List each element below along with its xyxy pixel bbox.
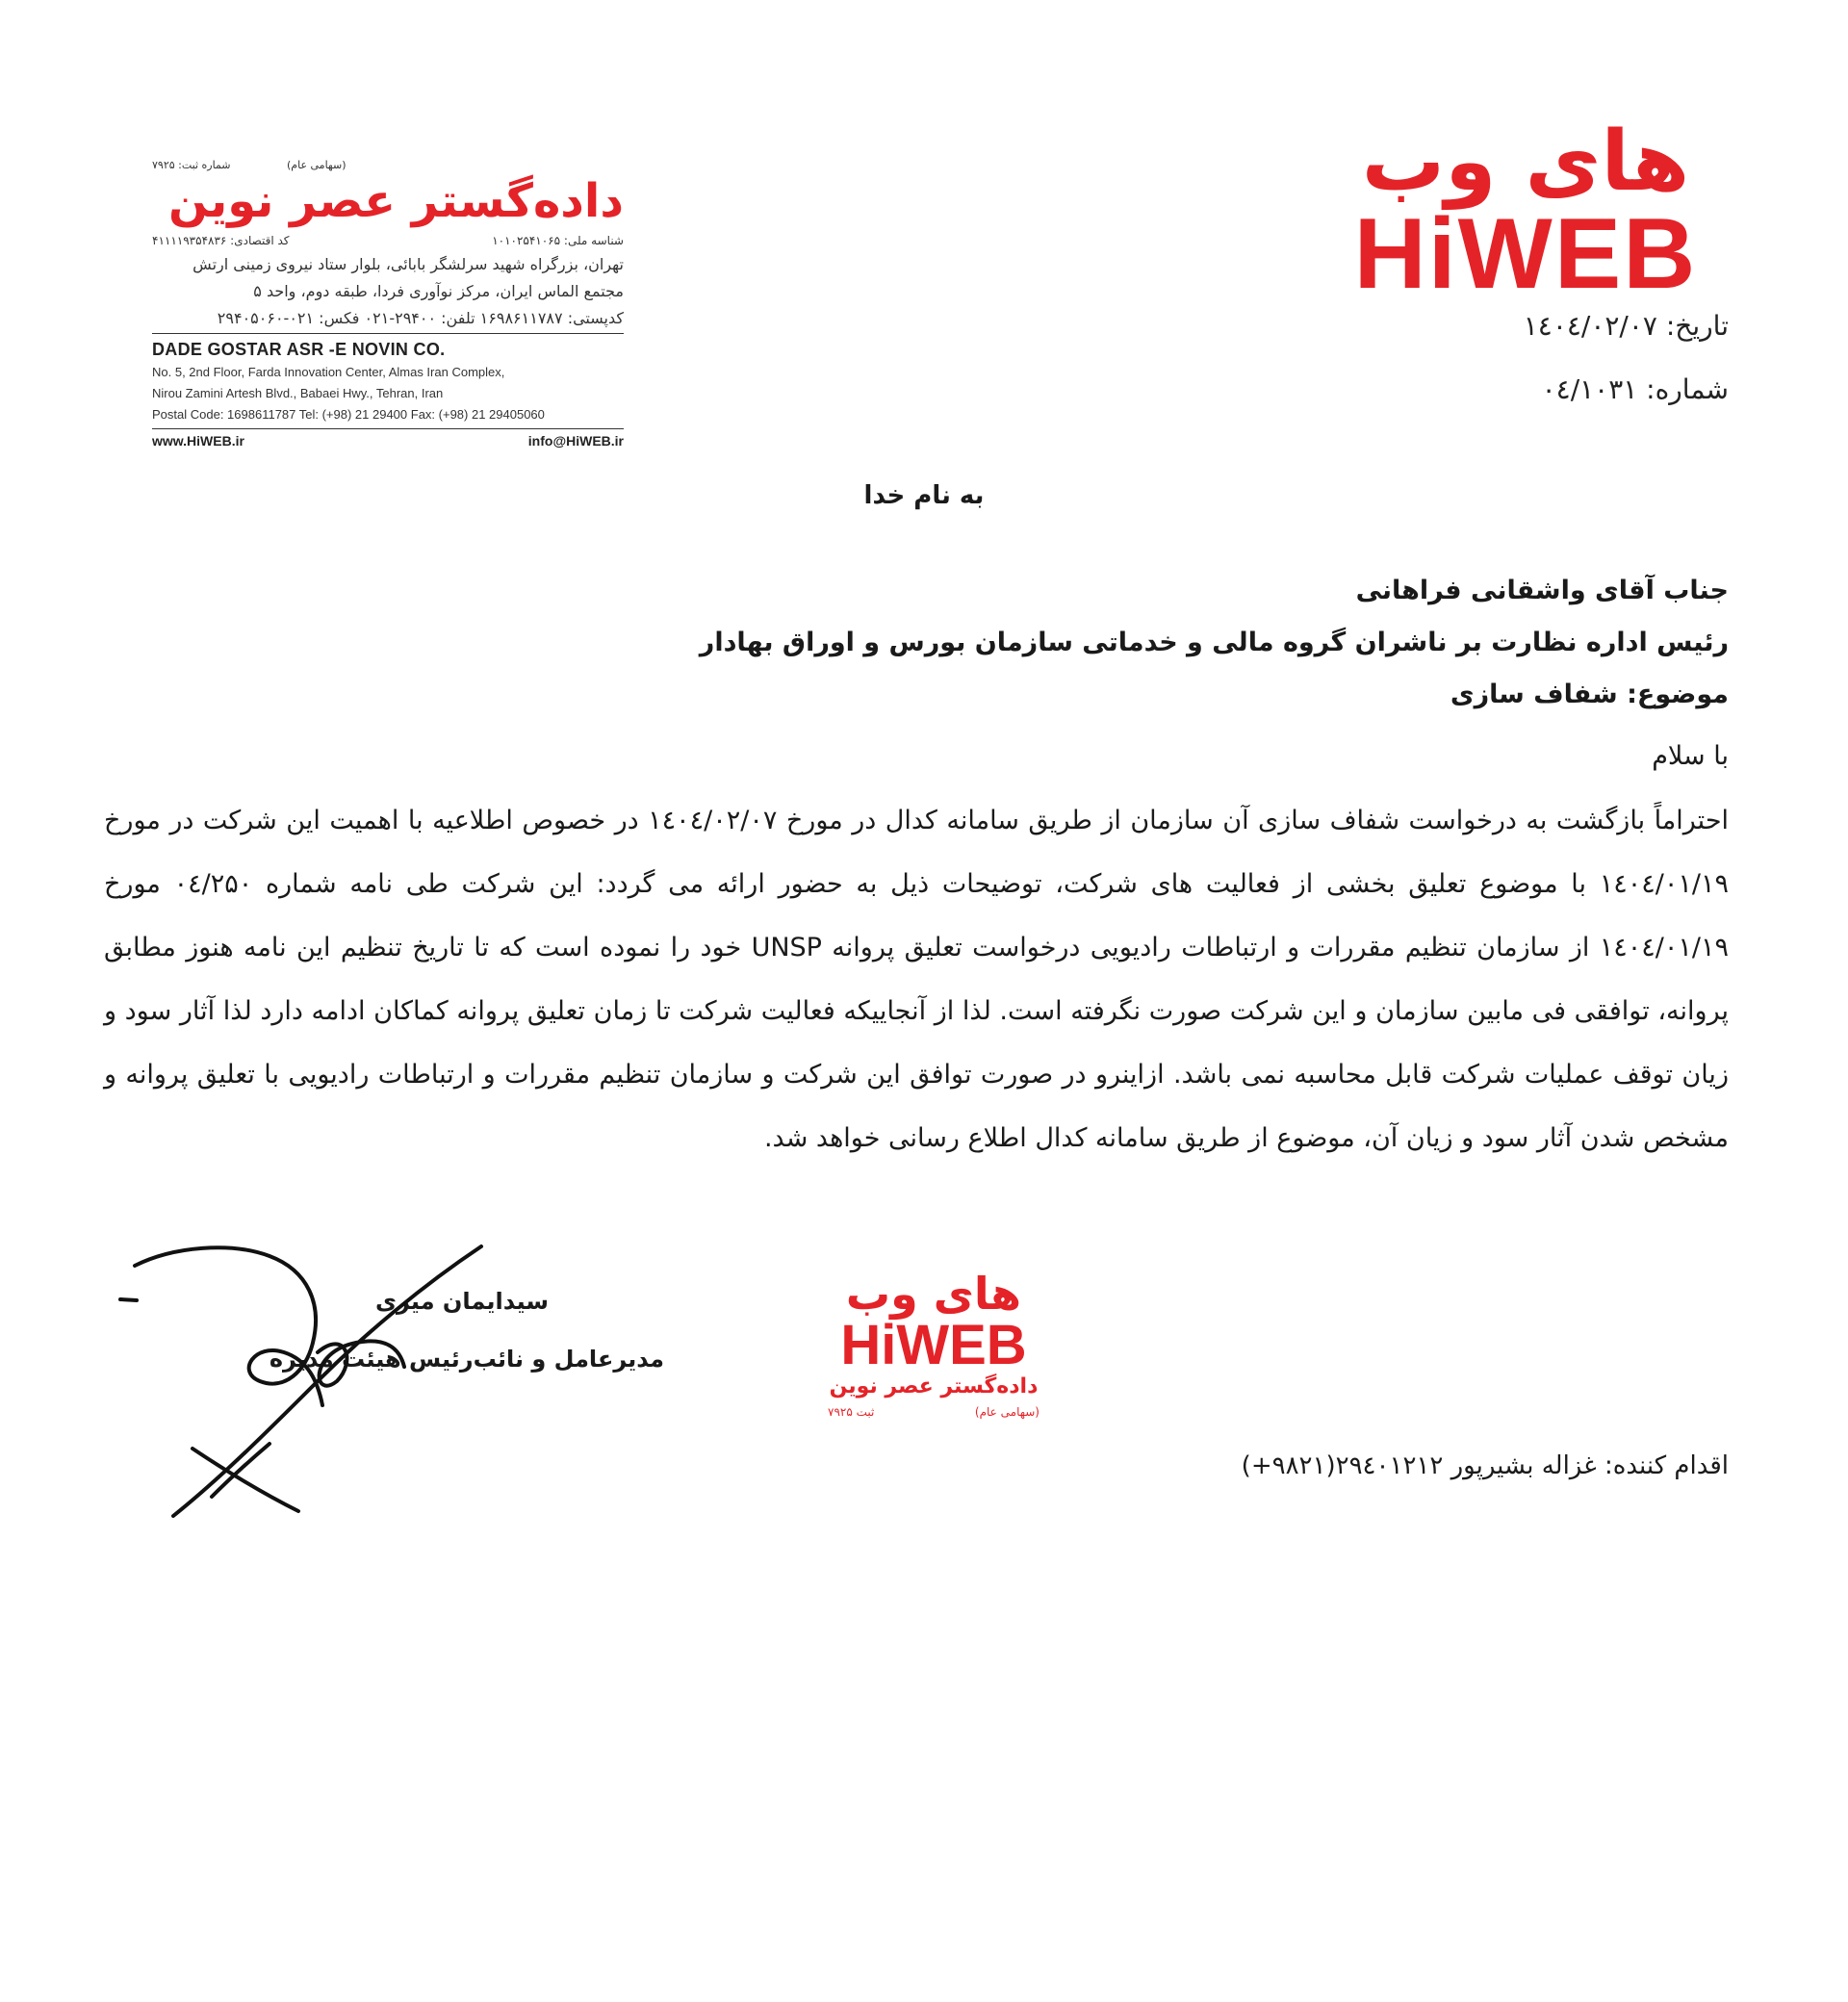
greeting: با سلام <box>1652 741 1729 771</box>
stamp-logo-en: HiWEB <box>840 1314 1027 1376</box>
company-letterhead <box>152 159 624 457</box>
economic-code: کد اقتصادی: ۴۱۱۱۱۹۳۵۴۸۳۶ <box>152 234 290 247</box>
company-name-en: DADE GOSTAR ASR -E NOVIN CO. <box>152 340 446 359</box>
stamp-logo-fa: های وب <box>845 1268 1022 1320</box>
hiweb-logo-en: HiWEB <box>1353 198 1698 310</box>
email: info@HiWEB.ir <box>527 433 624 449</box>
recipient-name: جناب آقای واشقانی فراهانی <box>1355 576 1729 605</box>
stamp-sub <box>818 1401 1049 1419</box>
website: www.HiWEB.ir <box>152 433 244 449</box>
registration-number: شماره ثبت: ۷۹۲۵ <box>152 159 231 171</box>
ids-row <box>152 234 624 251</box>
contact-line-fa: کدپستی: ۱۶۹۸۶۱۱۷۸۷ تلفن: ۲۹۴۰۰-۰۲۱ فکس: ۰۲۱-۲۹۴۰۵۰۶۰ <box>217 309 624 327</box>
company-type: (سهامی عام) <box>287 159 346 171</box>
signature-icon <box>116 1237 539 1526</box>
company-name-fa: داده‌گستر عصر نوین <box>168 174 624 228</box>
stamp-company-type: (سهامی عام) <box>974 1405 1040 1419</box>
header-divider <box>152 333 624 334</box>
hiweb-logo <box>1348 114 1704 310</box>
address-line-1: تهران، بزرگراه شهید سرلشگر بابائی، بلوار ستاد نیروی زمینی ارتش <box>192 255 624 273</box>
address-line-2: مجتمع الماس ایران، مرکز نوآوری فردا، طبقه دوم، واحد ۵ <box>253 282 624 300</box>
signatory-name: سیدایمان میری <box>374 1288 549 1315</box>
footer-divider <box>152 428 624 429</box>
address-en-line-1: No. 5, 2nd Floor, Farda Innovation Center, Almas Iran Complex, <box>152 365 505 379</box>
letter-number: شماره: ۰٤/۱۰۳۱ <box>1541 373 1729 405</box>
national-id: شناسه ملی: ۱۰۱۰۲۵۴۱۰۶۵ <box>492 234 624 247</box>
contact-line-en: Postal Code: 1698611787 Tel: (+98) 21 29400 Fax: (+98) 21 29405060 <box>152 407 545 422</box>
basmala: به نام خدا <box>863 481 985 510</box>
letter-date: تاریخ: ۱٤۰٤/۰۲/۰۷ <box>1523 310 1729 342</box>
action-by: اقدام کننده: غزاله بشیرپور ۲۹٤۰۱۲۱۲(۹۸۲۱+) <box>1241 1451 1729 1480</box>
address-en-line-2: Nirou Zamini Artesh Blvd., Babaei Hwy., Tehran, Iran <box>152 386 444 400</box>
stamp-company: داده‌گستر عصر نوین <box>829 1374 1039 1399</box>
subject: موضوع: شفاف سازی <box>1450 680 1729 709</box>
stamp-registration: ثبت ۷۹۲۵ <box>828 1405 875 1419</box>
company-stamp <box>818 1269 1049 1442</box>
signatory-title: مدیرعامل و نائب‌رئیس هیئت مدیره <box>269 1346 664 1373</box>
recipient-title: رئیس اداره نظارت بر ناشران گروه مالی و خدماتی سازمان بورس و اوراق بهادار <box>699 628 1729 657</box>
hiweb-logo-fa: های وب <box>1361 114 1690 210</box>
letter-body: احتراماً بازگشت به درخواست شفاف سازی آن سازمان از طریق سامانه کدال در مورخ ۱٤۰٤/۰۲/۰۷ در خصوص اطلاعیه با اهمیت این شرکت در مورخ ۱٤۰٤/۰۱/۱۹ با موضوع تعلیق بخشی از فعالیت های شرکت، توضیحات ذیل به حضور ارائه می گردد: این شرکت طی نامه شماره ۰٤/۲۵۰ مورخ ۱٤۰٤/۰۱/۱۹ از سازمان تنظیم مقررات و ارتباطات رادیویی درخواست تعلیق پروانه UNSP خود را نموده است که تا تاریخ تنظیم این نامه هنوز مطابق پروانه، توافقی فی مابین سازمان و این شرکت صورت نگرفته است. لذا از آنجاییکه فعالیت شرکت تا زمان تعلیق پروانه کماکان ادامه دارد لذا آثار سود و زیان توقف عملیات شرکت قابل محاسبه نمی باشد. ازاینرو در صورت توافق این شرکت و سازمان تنظیم مقررات و ارتباطات رادیویی با تعلیق پروانه و مشخص شدن آثار سود و زیان آن، موضوع از طریق سامانه کدال اطلاع رسانی خواهد شد. <box>104 806 1730 1153</box>
